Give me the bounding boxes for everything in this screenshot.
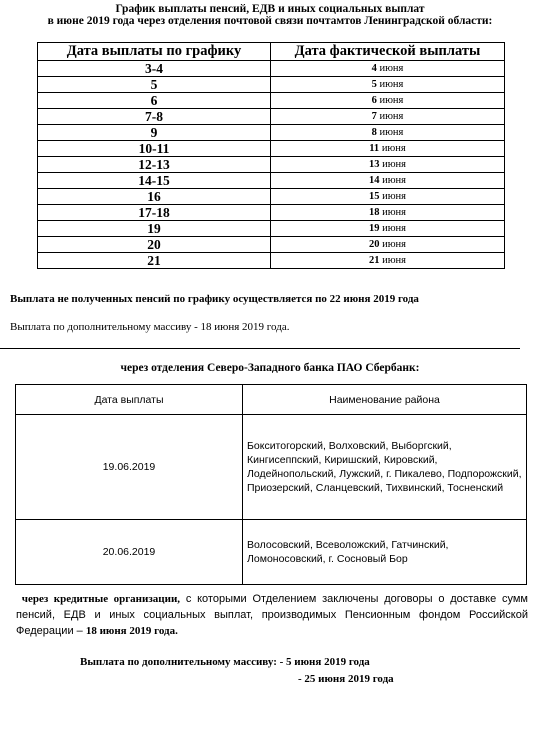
scheduled-date-cell: 21 (38, 253, 271, 269)
table-header-row (16, 385, 527, 415)
table-header-row (38, 43, 505, 61)
header-payment-date: Дата выплаты (16, 385, 243, 415)
table-row (38, 141, 505, 157)
actual-date-cell: 21 июня (271, 253, 505, 269)
actual-date-cell: 18 июня (271, 205, 505, 221)
actual-date-cell: 11 июня (271, 141, 505, 157)
divider (0, 348, 520, 349)
table-row (38, 61, 505, 77)
actual-date-cell: 7 июня (271, 109, 505, 125)
table-row (16, 520, 527, 585)
scheduled-date-cell: 7-8 (38, 109, 271, 125)
scheduled-date-cell: 20 (38, 237, 271, 253)
header-district-name: Наименование района (243, 385, 527, 415)
table-row (38, 77, 505, 93)
actual-date-cell: 14 июня (271, 173, 505, 189)
scheduled-date-cell: 12-13 (38, 157, 271, 173)
table-row (38, 221, 505, 237)
actual-date-cell: 5 июня (271, 77, 505, 93)
payment-date-cell: 19.06.2019 (16, 415, 243, 520)
table-row (38, 189, 505, 205)
scheduled-date-cell: 19 (38, 221, 271, 237)
districts-cell: Волосовский, Всеволожский, Гатчинский, Ломоносовский, г. Сосновый Бор (243, 520, 527, 585)
table-row (38, 205, 505, 221)
actual-date-cell: 15 июня (271, 189, 505, 205)
districts-cell: Бокситогорский, Волховский, Выборгский, Кингисеппский, Киришский, Кировский, Лодейнопольский, Лужский, г. Пикалево, Подпорожский, Приозерский, Сланцевский, Тихвинский, Тосненский (243, 415, 527, 520)
actual-date-cell: 4 июня (271, 61, 505, 77)
scheduled-date-cell: 14-15 (38, 173, 271, 189)
additional-payment-line1: Выплата по дополнительному массиву: - 5 июня 2019 года (80, 656, 370, 668)
scheduled-date-cell: 17-18 (38, 205, 271, 221)
document-title-line1: График выплаты пенсий, ЕДВ и иных социальных выплат (115, 3, 425, 15)
sberbank-table (15, 384, 527, 585)
sberbank-heading: через отделения Северо-Западного банка ПАО Сбербанк: (120, 362, 420, 374)
payment-date-cell: 20.06.2019 (16, 520, 243, 585)
actual-date-cell: 13 июня (271, 157, 505, 173)
table-row (38, 93, 505, 109)
scheduled-date-cell: 16 (38, 189, 271, 205)
scheduled-date-cell: 6 (38, 93, 271, 109)
scheduled-date-cell: 10-11 (38, 141, 271, 157)
actual-date-cell: 20 июня (271, 237, 505, 253)
credit-bold-end: 18 июня 2019 года. (85, 625, 178, 637)
table-row (38, 109, 505, 125)
table-row (38, 125, 505, 141)
post-schedule-table (37, 42, 505, 269)
header-actual-date: Дата фактической выплаты (271, 43, 505, 61)
credit-text: с которыми Отделением заключены договоры о доставке сумм пенсий, ЕДВ и иных социальных выплат, производимых Пенсионным фондом Российской Федерации – (16, 593, 528, 637)
additional-payment-line2: - 25 июня 2019 года (298, 673, 394, 685)
scheduled-date-cell: 9 (38, 125, 271, 141)
actual-date-cell: 8 июня (271, 125, 505, 141)
table-row (16, 415, 527, 520)
table-row (38, 237, 505, 253)
header-scheduled-date: Дата выплаты по графику (38, 43, 271, 61)
credit-bold-start: через кредитные организации, (21, 593, 181, 605)
scheduled-date-cell: 3-4 (38, 61, 271, 77)
table-row (38, 253, 505, 269)
table-row (38, 157, 505, 173)
scheduled-date-cell: 5 (38, 77, 271, 93)
document-title-line2: в июне 2019 года через отделения почтовой связи почтамтов Ленинградской области: (47, 15, 493, 27)
actual-date-cell: 6 июня (271, 93, 505, 109)
unreceived-note: Выплата не полученных пенсий по графику осуществляется по 22 июня 2019 года (10, 293, 419, 305)
credit-organizations-paragraph (16, 591, 528, 639)
table-row (38, 173, 505, 189)
actual-date-cell: 19 июня (271, 221, 505, 237)
additional-array-note: Выплата по дополнительному массиву - 18 июня 2019 года. (10, 321, 290, 333)
